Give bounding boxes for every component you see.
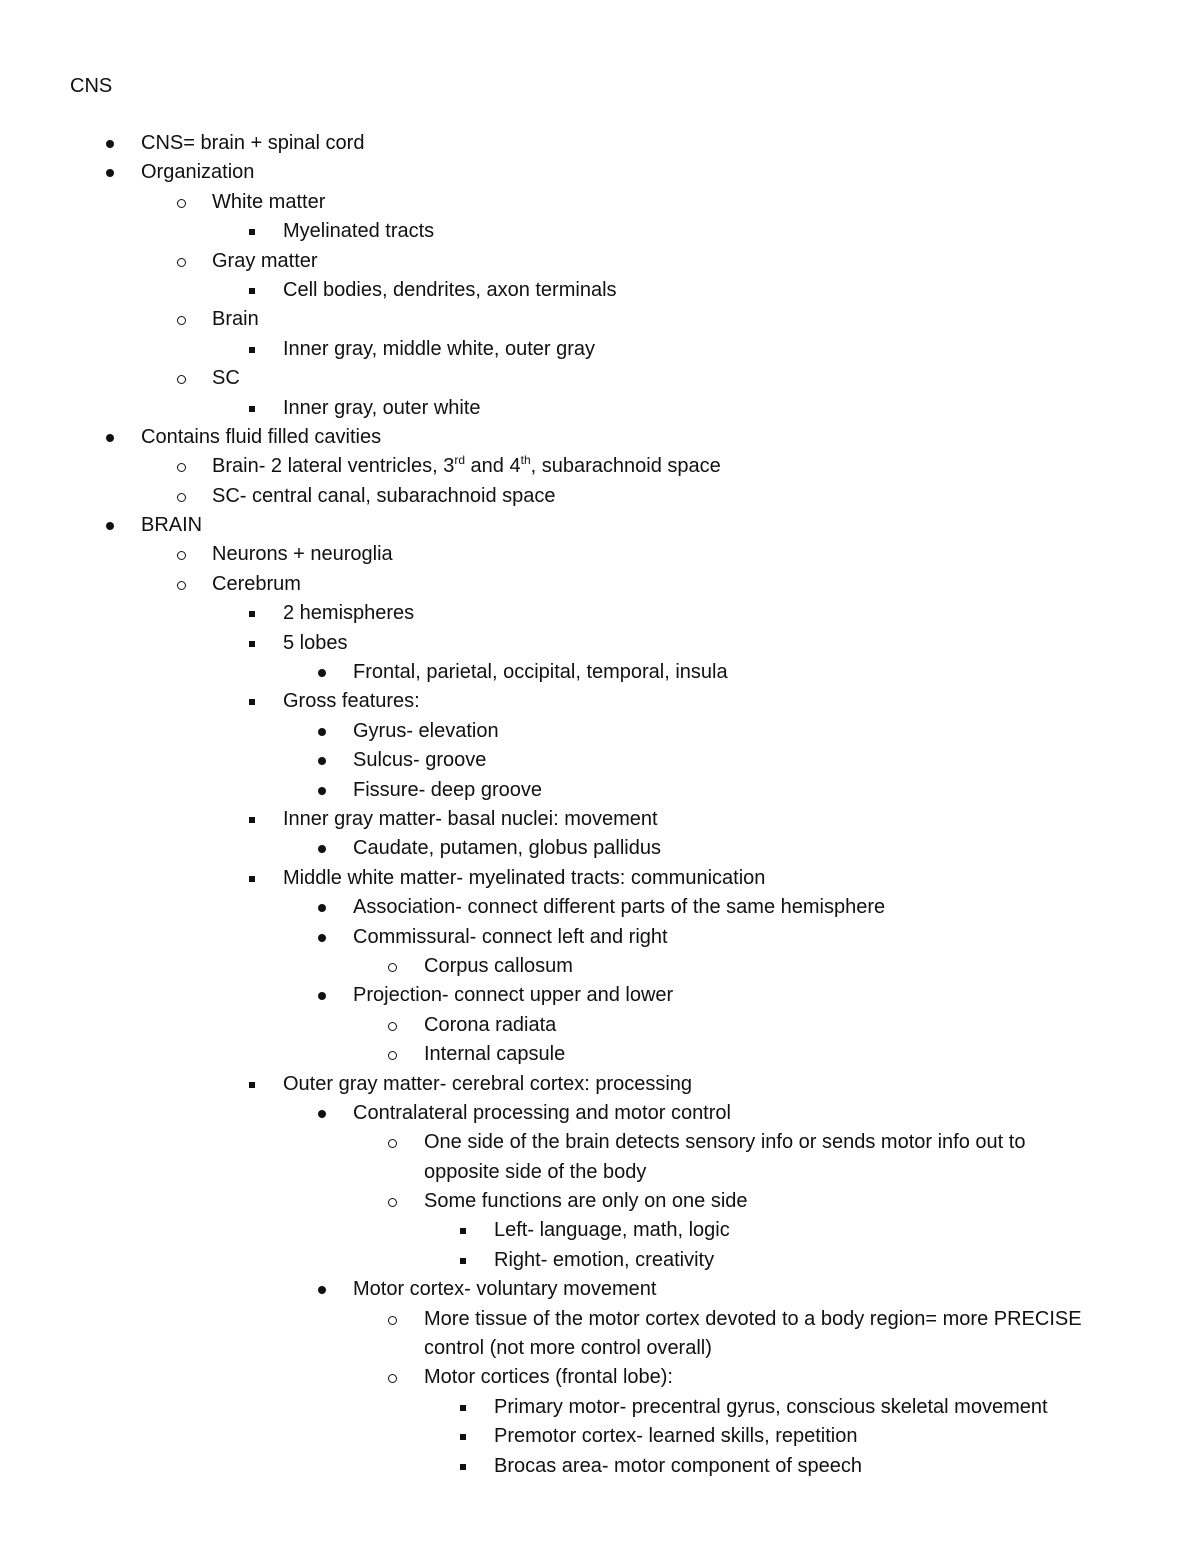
- list-item-text: [141, 511, 202, 540]
- list-item-text: [353, 923, 668, 952]
- list-item: [0, 1275, 1200, 1304]
- list-item-text: [424, 952, 573, 981]
- list-item-text: [283, 805, 658, 834]
- list-item: [0, 776, 1200, 805]
- list-item-text: [283, 864, 765, 893]
- list-item-text: [212, 482, 556, 511]
- list-item: [0, 1393, 1200, 1422]
- text-run: Commissural- connect left and right: [353, 925, 668, 948]
- list-item: [0, 394, 1200, 423]
- list-item-text: [353, 658, 728, 687]
- list-item: [0, 1246, 1200, 1275]
- list-item: [0, 746, 1200, 775]
- text-run: 5 lobes: [283, 631, 348, 654]
- list-item: [0, 1011, 1200, 1040]
- list-item: [0, 629, 1200, 658]
- list-item: [0, 864, 1200, 893]
- list-item-text: [283, 394, 481, 423]
- text-run: Brain- 2 lateral ventricles, 3: [212, 455, 455, 478]
- text-run: Association- connect different parts of the same hemisphere: [353, 896, 886, 919]
- text-run: More tissue of the motor cortex devoted to a body region= more PRECISE control (not more control overall): [424, 1307, 1082, 1360]
- text-run: Sulcus- groove: [353, 749, 487, 772]
- list-item-text: [212, 247, 318, 276]
- text-run: Left- language, math, logic: [494, 1219, 730, 1242]
- list-item-text: [353, 893, 885, 922]
- text-run: Organization: [141, 161, 255, 184]
- list-item-text: [141, 158, 254, 187]
- list-item: [0, 687, 1200, 716]
- text-run: 2 hemispheres: [283, 602, 415, 625]
- text-run: Primary motor- precentral gyrus, conscious skeletal movement: [494, 1395, 1048, 1418]
- list-item: [0, 658, 1200, 687]
- text-run: Inner gray matter- basal nuclei: movement: [283, 807, 658, 830]
- text-run: Brocas area- motor component of speech: [494, 1454, 862, 1477]
- list-item-text: [494, 1393, 1048, 1422]
- list-item: [0, 364, 1200, 393]
- list-item-text: [353, 981, 673, 1010]
- list-item-text: [283, 217, 434, 246]
- list-item-text: [283, 629, 348, 658]
- list-item: [0, 893, 1200, 922]
- text-run: Motor cortices (frontal lobe):: [424, 1366, 673, 1389]
- list-item: [0, 188, 1200, 217]
- list-item-text: [212, 305, 259, 334]
- list-item-text: [494, 1246, 714, 1275]
- list-item-text: [424, 1187, 748, 1216]
- text-run: Premotor cortex- learned skills, repetition: [494, 1425, 858, 1448]
- list-item: [0, 570, 1200, 599]
- list-item: [0, 805, 1200, 834]
- text-run: Corona radiata: [424, 1013, 557, 1036]
- list-item-text: [283, 335, 595, 364]
- list-item: [0, 1305, 1200, 1364]
- list-item: [0, 834, 1200, 863]
- list-item: [0, 1128, 1200, 1187]
- text-run: Cerebrum: [212, 572, 301, 595]
- list-item: [0, 1040, 1200, 1069]
- text-run: Inner gray, outer white: [283, 396, 481, 419]
- text-run: One side of the brain detects sensory info or sends motor info out to opposite side of the body: [424, 1131, 1026, 1183]
- text-run: Fissure- deep groove: [353, 778, 542, 801]
- text-run: SC- central canal, subarachnoid space: [212, 484, 556, 507]
- list-item-text: [212, 364, 240, 393]
- list-item: [0, 1422, 1200, 1451]
- list-item-text: [212, 188, 325, 217]
- text-run: Myelinated tracts: [283, 220, 435, 243]
- list-item: [0, 1187, 1200, 1216]
- text-run: CNS= brain + spinal cord: [141, 132, 365, 154]
- list-item-text: [283, 276, 617, 305]
- list-item-text: [353, 746, 486, 775]
- text-run: Caudate, putamen, globus pallidus: [353, 837, 661, 860]
- text-run: Neurons + neuroglia: [212, 543, 393, 566]
- list-item: [0, 1452, 1200, 1481]
- text-run: Internal capsule: [424, 1043, 566, 1066]
- list-item: [0, 276, 1200, 305]
- list-item: [0, 305, 1200, 334]
- list-item: [0, 452, 1200, 481]
- list-item: [0, 423, 1200, 452]
- page-title: CNS: [70, 75, 113, 97]
- text-run: and 4: [465, 455, 521, 478]
- text-run: Cell bodies, dendrites, axon terminals: [283, 278, 617, 301]
- list-item: [0, 1070, 1200, 1099]
- text-run: SC: [212, 367, 240, 390]
- list-item: [0, 952, 1200, 981]
- text-run: Outer gray matter- cerebral cortex: processing: [283, 1072, 693, 1095]
- list-item-text: [424, 1305, 1104, 1364]
- list-item: [0, 540, 1200, 569]
- text-run: Gross features:: [283, 690, 420, 713]
- text-run: Gray matter: [212, 249, 318, 272]
- list-item-text: [212, 540, 393, 569]
- text-run: Frontal, parietal, occipital, temporal, insula: [353, 661, 728, 684]
- list-item: [0, 247, 1200, 276]
- list-item-text: [494, 1422, 857, 1451]
- outline-list: [0, 129, 1200, 1481]
- list-item: [0, 1363, 1200, 1392]
- list-item: [0, 482, 1200, 511]
- text-run: BRAIN: [141, 514, 203, 537]
- list-item-text: [353, 1099, 731, 1128]
- text-run: Some functions are only on one side: [424, 1190, 748, 1213]
- list-item-text: [353, 717, 499, 746]
- list-item-text: [283, 1070, 692, 1099]
- list-item: [0, 599, 1200, 628]
- list-item: [0, 1216, 1200, 1245]
- superscript: rd: [454, 453, 465, 468]
- text-run: , subarachnoid space: [530, 455, 721, 478]
- text-run: Contralateral processing and motor control: [353, 1101, 731, 1124]
- list-item-text: [424, 1363, 673, 1392]
- superscript: th: [520, 453, 531, 468]
- text-run: Projection- connect upper and lower: [353, 984, 674, 1007]
- list-item-text: [494, 1452, 862, 1481]
- text-run: Brain: [212, 308, 259, 331]
- list-item: [0, 217, 1200, 246]
- list-item: [0, 981, 1200, 1010]
- text-run: Motor cortex- voluntary movement: [353, 1278, 657, 1301]
- text-run: Inner gray, middle white, outer gray: [283, 337, 596, 360]
- list-item-text: [353, 1275, 656, 1304]
- text-run: Contains fluid filled cavities: [141, 425, 382, 448]
- list-item: [0, 335, 1200, 364]
- list-item-text: [283, 687, 420, 716]
- list-item: [0, 511, 1200, 540]
- list-item: [0, 158, 1200, 187]
- list-item-text: [424, 1040, 565, 1069]
- list-item-text: [141, 129, 364, 158]
- list-item: [0, 717, 1200, 746]
- list-item: [0, 129, 1200, 158]
- list-item-text: [141, 423, 381, 452]
- list-item: [0, 1099, 1200, 1128]
- list-item-text: [212, 452, 721, 481]
- text-run: Middle white matter- myelinated tracts: communication: [283, 866, 766, 889]
- text-run: Gyrus- elevation: [353, 719, 499, 742]
- list-item-text: [424, 1011, 556, 1040]
- list-item-text: [283, 599, 414, 628]
- list-item: [0, 923, 1200, 952]
- list-item-text: [494, 1216, 730, 1245]
- list-item-text: [353, 776, 542, 805]
- text-run: White matter: [212, 190, 326, 213]
- list-item-text: [353, 834, 661, 863]
- list-item-text: [424, 1128, 1104, 1187]
- text-run: Right- emotion, creativity: [494, 1248, 715, 1271]
- list-item-text: [212, 570, 301, 599]
- text-run: Corpus callosum: [424, 954, 573, 977]
